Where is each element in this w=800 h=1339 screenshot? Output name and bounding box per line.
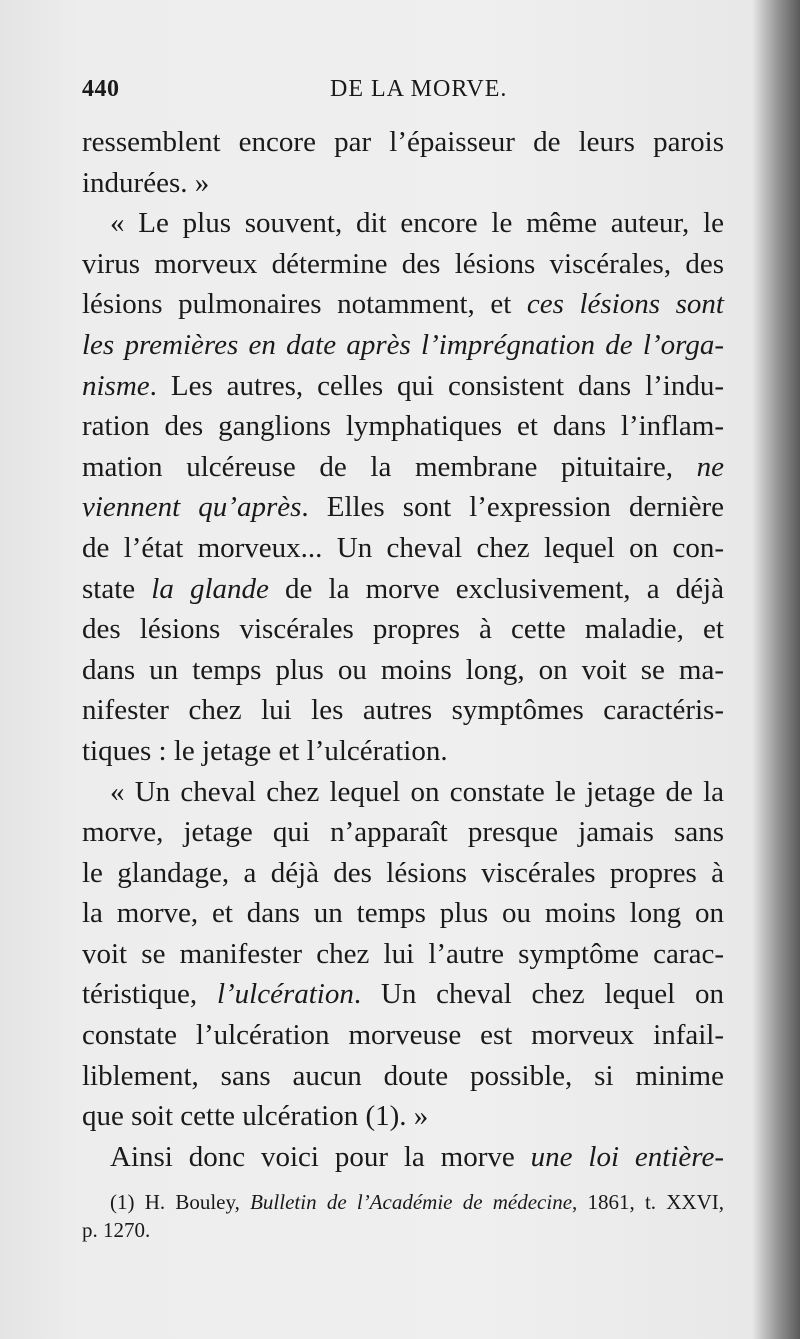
italic-text: ces lésions sont [526, 288, 724, 321]
text-line [82, 731, 724, 772]
text-line [82, 569, 724, 610]
text-line [82, 974, 724, 1015]
text-run: virus morveux détermine des lésions viscérales, des [82, 247, 724, 280]
text-run: liblement, sans aucun doute possible, si minime [82, 1059, 724, 1092]
text-line [82, 163, 724, 204]
italic-text: ne [696, 450, 724, 483]
text-run: nifester chez lui les autres symptômes caractéris- [82, 694, 724, 727]
text-line [82, 487, 724, 528]
text-line [82, 1056, 724, 1097]
text-run: . Un cheval chez lequel on [353, 978, 724, 1011]
text-line [82, 406, 724, 447]
text-run: p. 1270. [82, 1218, 151, 1242]
text-line [82, 1096, 724, 1137]
text-line [82, 853, 724, 894]
text-run: voit se manifester chez lui l’autre symptôme carac- [82, 937, 724, 970]
italic-text: la glande [151, 572, 269, 605]
text-run: Ainsi donc voici pour la morve [110, 1140, 531, 1173]
text-run: « Le plus souvent, dit encore le même auteur, le [110, 207, 724, 240]
text-line [82, 934, 724, 975]
page-number: 440 [82, 76, 120, 102]
text-line [82, 203, 724, 244]
text-line [82, 366, 724, 407]
text-line [82, 325, 724, 366]
italic-text: nisme [82, 369, 150, 402]
text-line [82, 650, 724, 691]
text-run: lésions pulmonaires notamment, et [82, 288, 527, 321]
text-run: (1) H. Bouley, [110, 1190, 251, 1214]
text-line [82, 893, 724, 934]
text-run: dans un temps plus ou moins long, on voit se ma- [82, 653, 724, 686]
text-run: constate l’ulcération morveuse est morveux infail- [82, 1019, 724, 1052]
text-line [82, 812, 724, 853]
text-run: que soit cette ulcération (1). » [82, 1100, 429, 1133]
text-line [82, 772, 724, 813]
footnote-line [82, 1216, 724, 1244]
text-run: morve, jetage qui n’apparaît presque jamais sans [82, 816, 724, 849]
text-line [82, 528, 724, 569]
text-run: « Un cheval chez lequel on constate le jetage de la [110, 775, 724, 808]
text-run: de la morve exclusivement, a déjà [268, 572, 724, 605]
text-line [82, 690, 724, 731]
text-run: indurées. » [82, 166, 210, 199]
text-run: ration des ganglions lymphatiques et dans l’inflam- [82, 410, 724, 443]
text-line [82, 1015, 724, 1056]
text-run: mation ulcéreuse de la membrane pituitaire, [82, 450, 697, 483]
italic-text: viennent qu’après [82, 491, 302, 524]
text-run: tiques : le jetage et l’ulcération. [82, 734, 448, 767]
text-run: . Elles sont l’expression dernière [301, 491, 724, 524]
footnote [82, 1188, 724, 1244]
text-run: téristique, [82, 978, 217, 1011]
text-line [82, 244, 724, 285]
footnote-line [82, 1188, 724, 1216]
italic-text: l’ulcération [216, 978, 354, 1011]
text-run: la morve, et dans un temps plus ou moins long on [82, 897, 724, 930]
body-text [82, 122, 724, 1177]
italic-text: les premières en date après l’imprégnation de l’orga- [82, 328, 724, 361]
italic-text: Bulletin de l’Académie de médecine [250, 1190, 573, 1214]
text-run: de l’état morveux... Un cheval chez lequel on con- [82, 531, 724, 564]
text-line [82, 122, 724, 163]
text-run: . Les autres, celles qui consistent dans l’indu- [149, 369, 724, 402]
italic-text: une loi entière- [530, 1140, 724, 1173]
text-run: des lésions viscérales propres à cette maladie, et [82, 613, 724, 646]
text-run: ressemblent encore par l’épaisseur de leurs parois [82, 126, 724, 158]
text-run: le glandage, a déjà des lésions viscérales propres à [82, 856, 724, 889]
text-run: , 1861, t. XXVI, [572, 1190, 724, 1214]
text-line [82, 1137, 724, 1178]
text-run: state [82, 572, 152, 605]
page-header [82, 76, 722, 116]
running-title: DE LA MORVE. [330, 76, 508, 102]
text-line [82, 284, 724, 325]
text-line [82, 447, 724, 488]
text-line [82, 609, 724, 650]
